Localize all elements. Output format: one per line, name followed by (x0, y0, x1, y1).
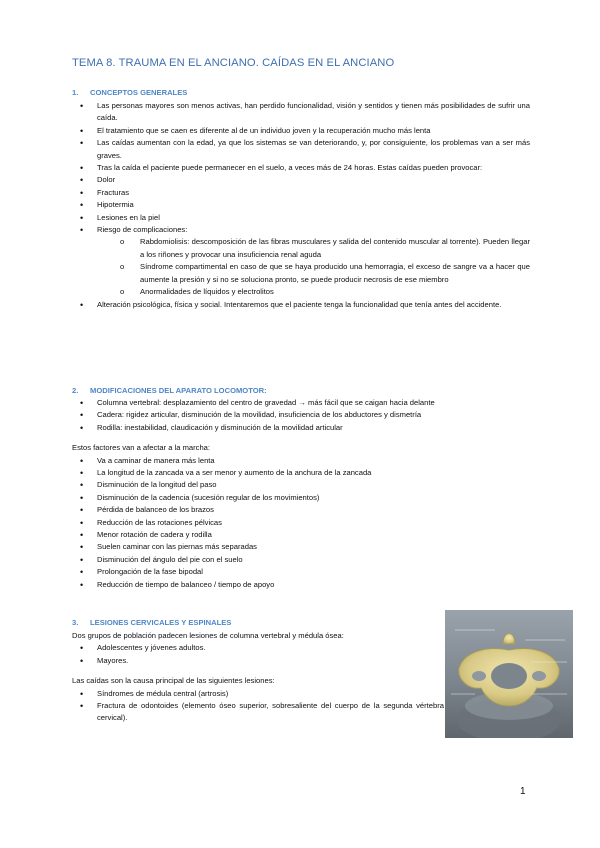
list-item: • Disminución de la cadencia (sucesión regular de los movimientos) (72, 492, 530, 504)
list-item: • Menor rotación de cadera y rodilla (72, 529, 530, 541)
section-heading-1 (72, 88, 187, 97)
list-item: • Suelen caminar con las piernas más separadas (72, 541, 530, 553)
section-title: CONCEPTOS GENERALES (90, 88, 188, 97)
list-item: • Mayores. (72, 655, 444, 667)
list-item: • Las personas mayores son menos activas, han perdido funcionalidad, visión y sentidos y tienen más posibilidades de sufrir una caída. (72, 100, 530, 125)
list-item: • Rodilla: inestabilidad, claudicación y disminución de la movilidad articular (72, 422, 530, 434)
list-item: • Reducción de tiempo de balanceo / tiempo de apoyo (72, 579, 530, 591)
list-item: • Adolescentes y jóvenes adultos. (72, 642, 444, 654)
list-item: • Lesiones en la piel (72, 212, 530, 224)
section-heading-2 (72, 386, 267, 395)
sub-list-item: o Anormalidades de líquidos y electrolitos (72, 286, 530, 298)
list-item: • Las caídas aumentan con la edad, ya que los sistemas se van deteriorando, y, por consiguiente, los problemas van a ser más graves. (72, 137, 530, 162)
list-item: • Tras la caída el paciente puede permanecer en el suelo, a veces más de 24 horas. Estas caídas pueden provocar: (72, 162, 530, 174)
list-item: • Columna vertebral: desplazamiento del centro de gravedad → más fácil que se caigan hacia delante (72, 397, 530, 409)
list-item: • Prolongación de la fase bipodal (72, 566, 530, 578)
bullet-list (72, 397, 530, 434)
vertebra-icon (445, 610, 573, 738)
section-number: 3. (72, 618, 79, 627)
section-number: 1. (72, 88, 79, 97)
section-number: 2. (72, 386, 79, 395)
gait-list (72, 455, 530, 591)
bullet-list (72, 688, 444, 725)
sub-list (72, 236, 530, 298)
section-2-body (72, 397, 530, 591)
paragraph: Las caídas son la causa principal de las siguientes lesiones: (72, 676, 275, 686)
page-number: 1 (520, 786, 526, 797)
list-item: • Riesgo de complicaciones: (72, 224, 530, 236)
list-item: • Cadera: rigidez articular, disminución de la movilidad, insuficiencia de los abductores y dismetría (72, 409, 530, 421)
paragraph: Dos grupos de población padecen lesiones de columna vertebral y médula ósea: (72, 631, 344, 640)
section-title: LESIONES CERVICALES Y ESPINALES (90, 618, 232, 627)
vertebra-illustration (445, 610, 573, 738)
section-heading-3 (72, 618, 231, 627)
bullet-list (72, 299, 530, 311)
list-item: • Dolor (72, 174, 530, 186)
list-item: • Hipotermia (72, 199, 530, 211)
list-item: • El tratamiento que se caen es diferente al de un individuo joven y la recuperación mucho más lenta (72, 125, 530, 137)
list-item: • Disminución de la longitud del paso (72, 479, 530, 491)
section-3-body (72, 630, 444, 725)
section-title: MODIFICACIONES DEL APARATO LOCOMOTOR: (90, 386, 267, 395)
list-item: • Fractura de odontoides (elemento óseo superior, sobresaliente del cuerpo de la segunda vértebra cervical). (72, 700, 444, 725)
list-item: • Pérdida de balanceo de los brazos (72, 504, 530, 516)
list-item: • Va a caminar de manera más lenta (72, 455, 530, 467)
bullet-list (72, 642, 444, 667)
bullet-list (72, 100, 530, 236)
list-item: • Disminución del ángulo del pie con el suelo (72, 554, 530, 566)
list-item: • Fracturas (72, 187, 530, 199)
list-item: • Reducción de las rotaciones pélvicas (72, 517, 530, 529)
sub-list-item: o Rabdomiolisis: descomposición de las fibras musculares y salida del contenido muscular al torrente). Pueden llegar a los riñones y provocar una insuficiencia renal aguda (72, 236, 530, 261)
sub-list-item: o Síndrome compartimental en caso de que se haya producido una hemorragia, el exceso de sangre va a hacer que aumente la presión y si no se soluciona pronto, se puede producir necrosis de ese miembro (72, 261, 530, 286)
paragraph: Estos factores van a afectar a la marcha: (72, 443, 211, 453)
section-1-body (72, 100, 530, 311)
page-title: TEMA 8. TRAUMA EN EL ANCIANO. CAÍDAS EN EL ANCIANO (72, 57, 395, 69)
list-item: • La longitud de la zancada va a ser menor y aumento de la anchura de la zancada (72, 467, 530, 479)
list-item: • Síndromes de médula central (artrosis) (72, 688, 444, 700)
list-item: • Alteración psicológica, física y social. Intentaremos que el paciente tenga la funcionalidad que tenía antes del accidente. (72, 299, 530, 311)
